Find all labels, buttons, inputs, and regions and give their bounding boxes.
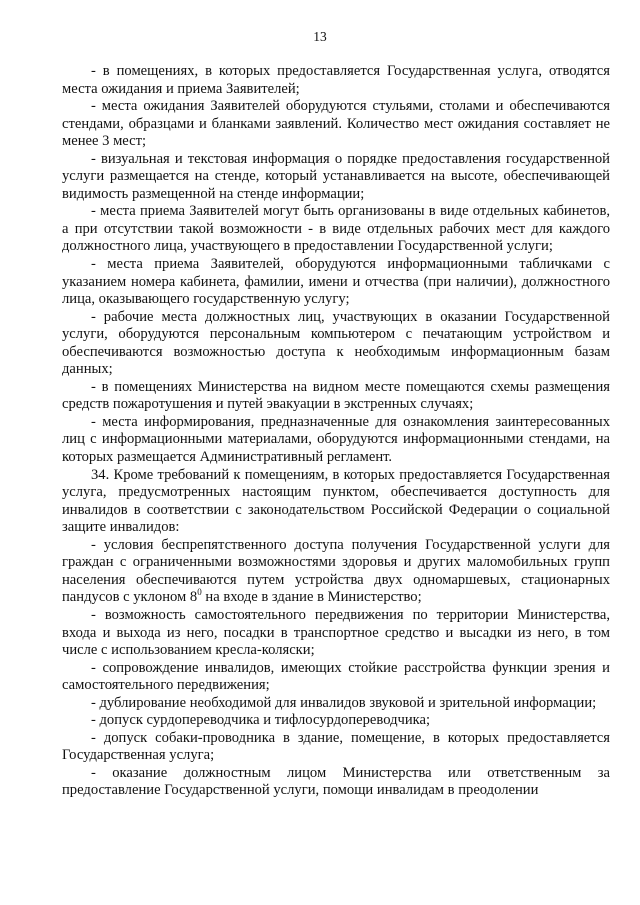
paragraph-ramps — [62, 537, 610, 607]
paragraph-waiting-places-allocated: - в помещениях, в которых предоставляется Государственная услуга, отводятся места ожидания и приема Заявителей; — [62, 63, 610, 97]
ramps-text-after: на входе в здание в Министерство; — [201, 589, 422, 606]
paragraph-escort-disabled: - сопровождение инвалидов, имеющих стойкие расстройства функции зрения и самостоятельного передвижения; — [62, 659, 610, 694]
paragraph-assistance-officials: - оказание должностным лицом Министерства или ответственным за предоставление Государственной услуги, помощи инвалидам в преодолении — [62, 764, 610, 799]
paragraph-waiting-places-equipment: - места ожидания Заявителей оборудуются стульями, столами и обеспечиваются стендами, образцами и бланками заявлений. Количество мест ожидания составляет не менее 3 мест; — [62, 98, 610, 150]
paragraph-guide-dog: - допуск собаки-проводника в здание, помещение, в которых предоставляется Государственная услуга; — [62, 729, 610, 764]
paragraph-item-34-accessibility: 34. Кроме требований к помещениям, в которых предоставляется Государственная услуга, предусмотренных настоящим пунктом, обеспечивается доступность для инвалидов в соответствии с законодательством Российской Федерации о социальной защите инвалидов: — [62, 466, 610, 536]
paragraph-reception-signage: - места приема Заявителей, оборудуются информационными табличками с указанием номера кабинета, фамилии, имени и отчества (при наличии), должностного лица, оказывающего государственную услугу; — [62, 256, 610, 308]
document-body — [62, 63, 610, 800]
degree-superscript: 0 — [197, 587, 202, 598]
paragraph-independent-movement: - возможность самостоятельного передвижения по территории Министерства, входа и выхода из него, посадки в транспортное средство и высадки из него, в том числе с использованием кресла-коляски; — [62, 606, 610, 659]
ramps-text-before: - условия беспрепятственного доступа получения Государственной услуги для граждан с ограниченными возможностями здоровья и других маломобильных групп населения обеспечиваются путем устройства двух одномаршевых, стационарных пандусов с уклоном 8 — [62, 536, 610, 606]
paragraph-sign-interpreter: - допуск сурдопереводчика и тифлосурдопереводчика; — [91, 712, 431, 729]
page-number: 13 — [313, 29, 327, 44]
paragraph-reception-cabinets: - места приема Заявителей могут быть организованы в виде отдельных кабинетов, а при отсутствии такой возможности - в виде отдельных рабочих мест для каждого должностного лица, участвующего в предоставлении Государственной услуги; — [62, 203, 610, 255]
paragraph-workplaces-computers: - рабочие места должностных лиц, участвующих в оказании Государственной услуги, оборудуются персональным компьютером с печатающим устройством и обеспечиваются возможностью доступа к необходимым информационным базам данных; — [62, 308, 610, 378]
paragraph-duplication-information: - дублирование необходимой для инвалидов звуковой и зрительной информации; — [91, 694, 597, 711]
paragraph-evacuation-schemes: - в помещениях Министерства на видном месте помещаются схемы размещения средств пожаротушения и путей эвакуации в экстренных случаях; — [62, 378, 610, 413]
paragraph-information-stands: - места информирования, предназначенные для ознакомления заинтересованных лиц с информационными материалами, оборудуются информационными стендами, на которых размещается Административный регламент. — [62, 413, 610, 466]
paragraph-visual-information-stand: - визуальная и текстовая информация о порядке предоставления государственной услуги размещается на стенде, который устанавливается на высоте, обеспечивающей видимость размещенной на стенде информации; — [62, 150, 610, 202]
